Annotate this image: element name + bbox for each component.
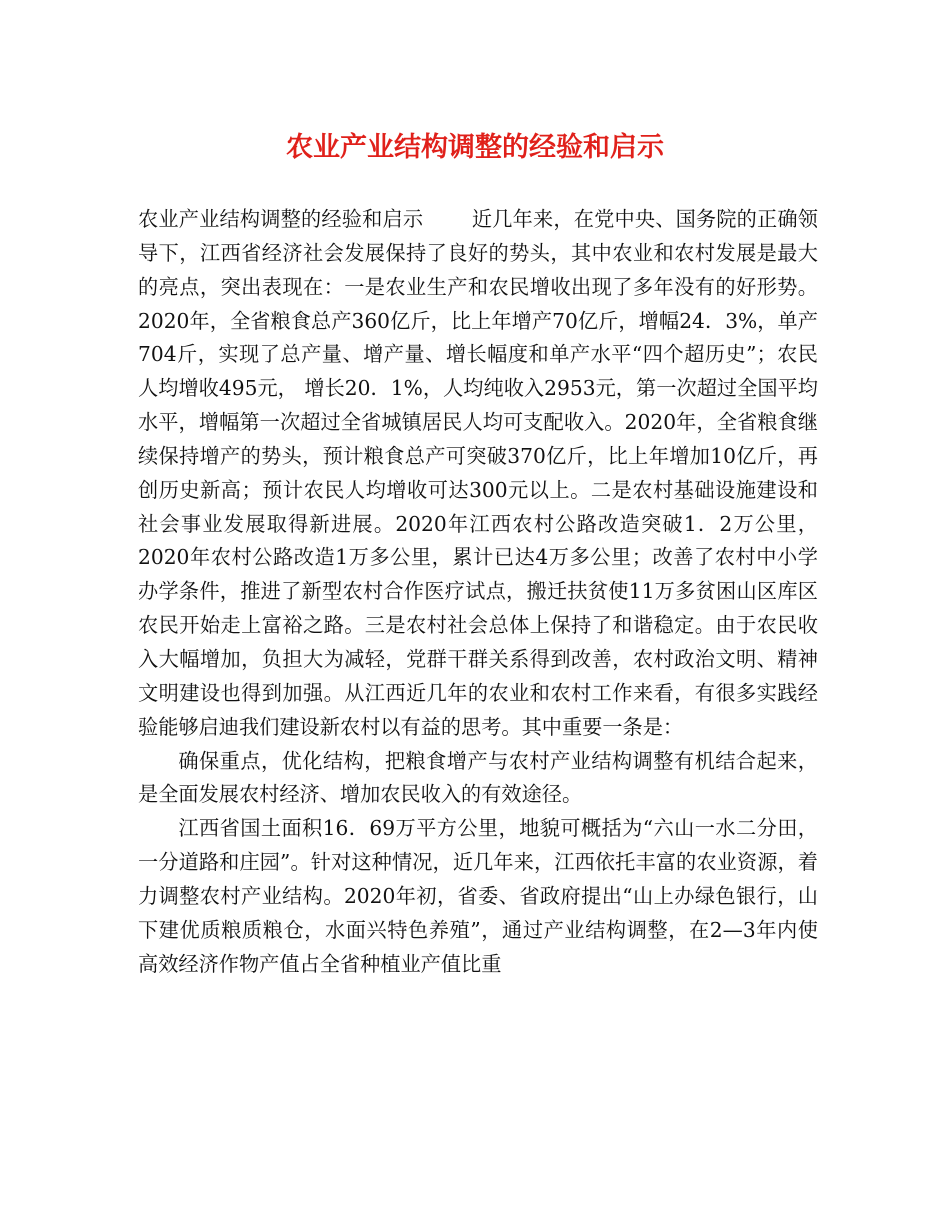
document-body [138,203,818,981]
paragraph-2: 确保重点，优化结构，把粮食增产与农村产业结构调整有机结合起来，是全面发展农村经济、增加农民收入的有效途径。 [138,748,818,807]
document-title: 农业产业结构调整的经验和启示 [286,132,664,163]
paragraph-1-text: 近几年来，在党中央、国务院的正确领导下，江西省经济社会发展保持了良好的势头，其中农业和农村发展是最大的亮点，突出表现在：一是农业生产和农民增收出现了多年没有的好形势。2020年，全省粮食总产360亿斤，比上年增产70亿斤，增幅24．3%，单产704斤，实现了总产量、增产量、增长幅度和单产水平“四个超历史”；农民人均增收495元， 增长20．1%，人均纯收入2953元，第一次超过全国平均水平，增幅第一次超过全省城镇居民人均可支配收入。2020年，全省粮食继续保持增产的势头，预计粮食总产可突破370亿斤，比上年增加10亿斤，再创历史新高；预计农民人均增收可达300元以上。二是农村基础设施建设和社会事业发展取得新进展。2020年江西农村公路改造突破1．2万公里， 2020年农村公路改造1万多公里，累计已达4万多公里；改善了农村中小学办学条件，推进了新型农村合作医疗试点，搬迁扶贫使11万多贫困山区库区农民开始走上富裕之路。三是农村社会总体上保持了和谐稳定。由于农民收入大幅增加，负担大为减轻，党群干群关系得到改善，农村政治文明、精神文明建设也得到加强。从江西近几年的农业和农村工作来看，有很多实践经验能够启迪我们建设新农村以有益的思考。其中重要一条是： [138,207,818,739]
inline-heading: 农业产业结构调整的经验和启示 [138,207,424,231]
paragraph-1 [138,203,818,745]
paragraph-3: 江西省国土面积16．69万平方公里，地貌可概括为“六山一水二分田，一分道路和庄园”。针对这种情况，近几年来，江西依托丰富的农业资源，着力调整农村产业结构。2020年初，省委、省政府提出“山上办绿色银行，山下建优质粮质粮仓，水面兴特色养殖”，通过产业结构调整，在2—3年内使高效经济作物产值占全省种植业产值比重 [138,816,818,976]
